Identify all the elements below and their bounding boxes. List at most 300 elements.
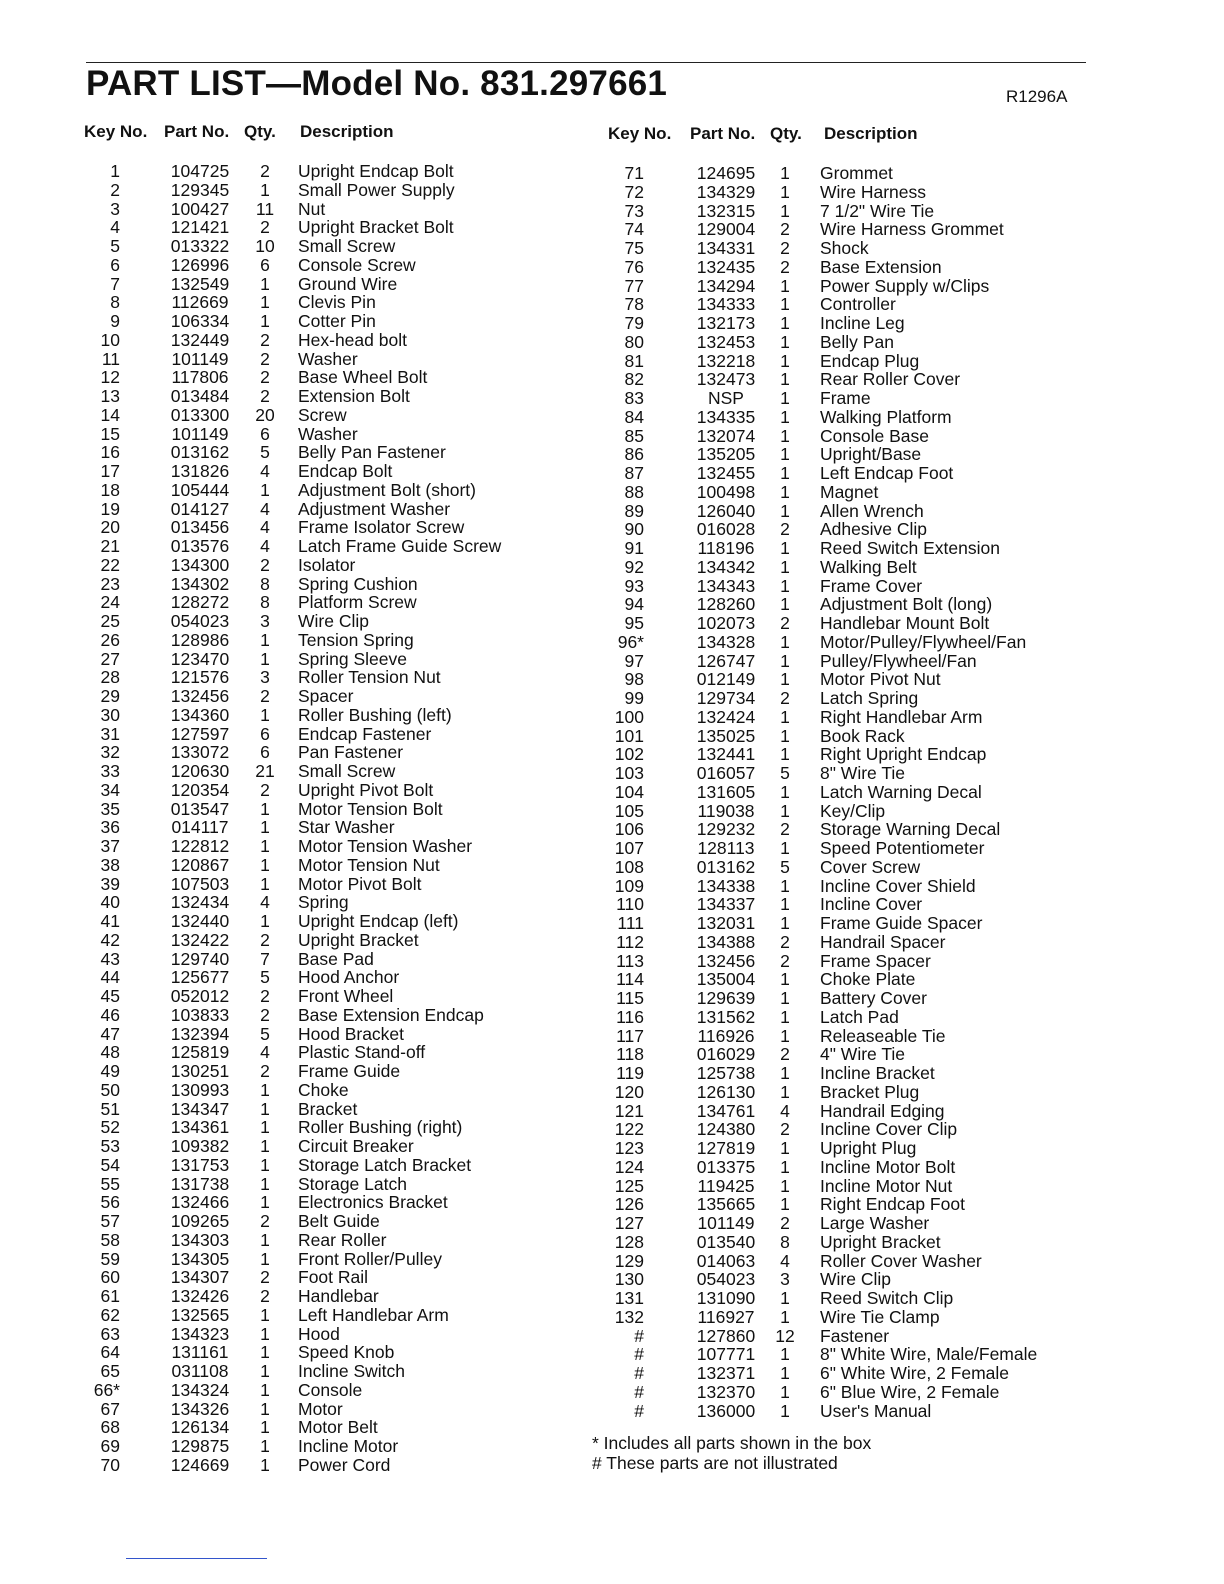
key-no-cell: 79 bbox=[624, 313, 644, 333]
description-cell: Motor Tension Nut bbox=[298, 854, 440, 875]
description-cell: Belly Pan bbox=[820, 331, 894, 352]
part-no-cell: 012149 bbox=[696, 669, 756, 690]
qty-cell: 1 bbox=[260, 479, 270, 500]
qty-cell: 1 bbox=[780, 425, 790, 446]
qty-cell: 1 bbox=[260, 1454, 270, 1475]
description-cell: Endcap Fastener bbox=[298, 723, 432, 744]
key-no-cell: 12 bbox=[100, 367, 120, 388]
qty-cell: 1 bbox=[780, 800, 790, 821]
part-no-cell: 125738 bbox=[696, 1063, 756, 1083]
key-no-cell: 76 bbox=[624, 256, 644, 277]
part-no-cell: 120867 bbox=[170, 854, 230, 875]
qty-cell: 6 bbox=[260, 742, 270, 763]
part-no-cell: 120630 bbox=[170, 761, 230, 781]
top-rule bbox=[86, 62, 1086, 63]
description-cell: Latch Warning Decal bbox=[820, 781, 982, 802]
qty-cell: 1 bbox=[260, 1229, 270, 1250]
key-no-cell: 61 bbox=[100, 1286, 120, 1306]
key-no-cell: 47 bbox=[100, 1023, 120, 1044]
part-no-cell: 013162 bbox=[170, 442, 230, 463]
description-cell: Electronics Bracket bbox=[298, 1192, 448, 1213]
parts-table-right bbox=[608, 124, 1108, 1424]
part-no-cell: 013540 bbox=[696, 1231, 756, 1252]
qty-cell: 1 bbox=[260, 854, 270, 875]
qty-cell: 2 bbox=[260, 779, 270, 800]
description-cell: Left Handlebar Arm bbox=[298, 1304, 449, 1325]
key-no-cell: 78 bbox=[624, 294, 644, 315]
key-no-cell: 94 bbox=[624, 594, 644, 615]
description-cell: Belly Pan Fastener bbox=[298, 442, 446, 463]
qty-cell: 5 bbox=[780, 763, 790, 783]
part-no-cell: 122812 bbox=[170, 836, 230, 856]
part-no-cell: 134347 bbox=[170, 1098, 230, 1119]
description-cell: Right Endcap Foot bbox=[820, 1194, 965, 1215]
key-no-cell: 52 bbox=[100, 1117, 120, 1138]
key-no-cell: 123 bbox=[614, 1138, 644, 1158]
description-cell: Allen Wrench bbox=[820, 500, 924, 521]
part-no-cell: 132394 bbox=[170, 1023, 230, 1044]
description-cell: Roller Cover Washer bbox=[820, 1250, 982, 1271]
key-no-cell: 32 bbox=[100, 742, 120, 763]
page-title: PART LIST—Model No. 831.297661 bbox=[86, 64, 668, 103]
key-no-cell: 97 bbox=[624, 650, 644, 671]
description-cell: Right Handlebar Arm bbox=[820, 706, 983, 727]
qty-cell: 5 bbox=[260, 1023, 270, 1044]
qty-cell: 1 bbox=[780, 481, 790, 502]
key-no-cell: # bbox=[634, 1381, 644, 1402]
header-key-no: Key No. bbox=[84, 122, 148, 141]
description-cell: 8" White Wire, Male/Female bbox=[820, 1344, 1038, 1365]
key-no-cell: 21 bbox=[100, 536, 120, 556]
part-no-cell: 134761 bbox=[696, 1100, 756, 1121]
part-no-cell: 129345 bbox=[170, 179, 230, 200]
part-no-cell: 132456 bbox=[170, 686, 230, 706]
part-no-cell: 016057 bbox=[696, 763, 756, 783]
description-cell: Base Wheel Bolt bbox=[298, 367, 428, 388]
qty-cell: 1 bbox=[260, 273, 270, 294]
qty-cell: 1 bbox=[780, 575, 790, 596]
description-cell: Frame Spacer bbox=[820, 950, 931, 971]
description-cell: User's Manual bbox=[820, 1400, 932, 1421]
qty-cell: 1 bbox=[780, 294, 790, 315]
description-cell: Wire Tie Clamp bbox=[820, 1306, 940, 1327]
description-cell: Frame Guide Spacer bbox=[820, 913, 983, 933]
part-no-cell: 131753 bbox=[170, 1154, 230, 1175]
part-no-cell: 129875 bbox=[170, 1436, 230, 1456]
description-cell: Tension Spring bbox=[298, 629, 414, 650]
key-no-cell: 111 bbox=[617, 913, 644, 933]
qty-cell: 2 bbox=[780, 1119, 790, 1140]
description-cell: Key/Clip bbox=[820, 800, 886, 821]
part-no-cell: 119425 bbox=[697, 1175, 755, 1196]
part-no-cell: 119038 bbox=[697, 800, 755, 821]
key-no-cell: 112 bbox=[616, 931, 644, 952]
key-no-cell: 69 bbox=[100, 1436, 120, 1456]
header-description-right: Description bbox=[824, 124, 918, 143]
qty-cell: 4 bbox=[260, 892, 270, 913]
qty-cell: 1 bbox=[780, 650, 790, 671]
part-no-cell: 126040 bbox=[696, 500, 756, 521]
qty-cell: 1 bbox=[780, 1063, 790, 1083]
description-cell: Upright Endcap Bolt bbox=[298, 161, 454, 181]
key-no-cell: 57 bbox=[100, 1211, 120, 1231]
qty-cell: 2 bbox=[780, 1044, 790, 1065]
key-no-cell: 5 bbox=[110, 236, 120, 256]
qty-cell: 1 bbox=[780, 1025, 790, 1046]
description-cell: Motor Belt bbox=[298, 1417, 378, 1438]
key-no-cell: 9 bbox=[110, 311, 120, 331]
description-cell: Frame Cover bbox=[820, 575, 923, 596]
qty-cell: 1 bbox=[780, 538, 790, 558]
part-no-cell: 052012 bbox=[170, 986, 230, 1006]
description-cell: Incline Cover bbox=[820, 894, 923, 915]
key-no-cell: 113 bbox=[616, 950, 644, 971]
qty-cell: 2 bbox=[780, 931, 790, 952]
qty-cell: 1 bbox=[260, 1398, 270, 1419]
footnote-asterisk: * Includes all parts shown in the box bbox=[592, 1433, 872, 1453]
part-no-cell: 118196 bbox=[697, 538, 755, 558]
key-no-cell: 27 bbox=[100, 648, 120, 669]
description-cell: Cotter Pin bbox=[298, 311, 376, 331]
qty-cell: 4 bbox=[780, 1100, 790, 1121]
key-no-cell: 17 bbox=[100, 461, 120, 481]
part-no-cell: 134326 bbox=[170, 1398, 230, 1419]
description-cell: Small Screw bbox=[298, 761, 396, 781]
part-no-cell: 136000 bbox=[696, 1400, 756, 1421]
key-no-cell: 107 bbox=[614, 838, 644, 858]
qty-cell: 20 bbox=[255, 404, 275, 425]
description-cell: Incline Motor Nut bbox=[820, 1175, 953, 1196]
key-no-cell: 81 bbox=[624, 350, 644, 371]
part-no-cell: 132424 bbox=[696, 706, 756, 727]
description-cell: Wire Clip bbox=[298, 611, 369, 631]
qty-cell: 1 bbox=[780, 350, 790, 371]
part-no-cell: 134337 bbox=[696, 894, 756, 915]
qty-cell: 1 bbox=[260, 1342, 270, 1363]
key-no-cell: 11 bbox=[101, 348, 120, 369]
description-cell: Base Pad bbox=[298, 948, 374, 969]
qty-cell: 2 bbox=[260, 929, 270, 950]
description-cell: Upright/Base bbox=[820, 444, 922, 465]
description-cell: Washer bbox=[298, 423, 358, 444]
part-no-cell: 131161 bbox=[171, 1342, 229, 1363]
key-no-cell: 62 bbox=[100, 1304, 120, 1325]
key-no-cell: 105 bbox=[614, 800, 644, 821]
key-no-cell: 50 bbox=[100, 1079, 120, 1100]
qty-cell: 2 bbox=[260, 386, 270, 406]
part-no-cell: 014117 bbox=[171, 817, 229, 838]
description-cell: Rear Roller bbox=[298, 1229, 387, 1250]
qty-cell: 2 bbox=[260, 348, 270, 369]
description-cell: Storage Warning Decal bbox=[820, 819, 1001, 840]
part-no-cell: 013300 bbox=[170, 404, 230, 425]
description-cell: Reed Switch Clip bbox=[820, 1288, 954, 1308]
part-no-cell: 101149 bbox=[171, 348, 229, 369]
description-cell: Foot Rail bbox=[298, 1267, 369, 1288]
description-cell: Hex-head bolt bbox=[298, 329, 407, 350]
qty-cell: 2 bbox=[260, 986, 270, 1006]
description-cell: Handrail Edging bbox=[820, 1100, 945, 1121]
qty-cell: 1 bbox=[780, 163, 790, 183]
key-no-cell: 14 bbox=[100, 404, 120, 425]
description-cell: Incline Cover Clip bbox=[820, 1119, 958, 1140]
qty-cell: 1 bbox=[780, 275, 790, 296]
part-no-cell: 102073 bbox=[696, 613, 756, 633]
qty-cell: 8 bbox=[260, 592, 270, 613]
key-no-cell: 48 bbox=[100, 1042, 120, 1063]
key-no-cell: 33 bbox=[100, 761, 120, 781]
description-cell: Hood bbox=[298, 1323, 340, 1344]
part-no-cell: 101149 bbox=[697, 1213, 755, 1233]
description-cell: Wire Harness Grommet bbox=[820, 219, 1004, 240]
qty-cell: 1 bbox=[780, 669, 790, 690]
description-cell: Washer bbox=[298, 348, 358, 369]
part-no-cell: 132440 bbox=[170, 911, 230, 931]
part-no-cell: 126134 bbox=[170, 1417, 230, 1438]
part-no-cell: 109382 bbox=[170, 1136, 230, 1156]
part-no-cell: 130993 bbox=[170, 1079, 230, 1100]
description-cell: Walking Platform bbox=[820, 406, 952, 427]
qty-cell: 6 bbox=[260, 723, 270, 744]
description-cell: Hood Anchor bbox=[298, 967, 400, 988]
key-no-cell: 98 bbox=[624, 669, 644, 690]
description-cell: Front Wheel bbox=[298, 986, 394, 1006]
header-part-no-right: Part No. bbox=[690, 124, 756, 143]
part-no-cell: 133072 bbox=[170, 742, 230, 763]
part-no-cell: 013375 bbox=[696, 1156, 756, 1177]
part-no-cell: 132456 bbox=[696, 950, 756, 971]
part-no-cell: 127819 bbox=[696, 1138, 756, 1158]
part-no-cell: 134333 bbox=[696, 294, 756, 315]
header-key-no-right: Key No. bbox=[608, 124, 672, 143]
key-no-cell: 121 bbox=[614, 1100, 644, 1121]
part-no-cell: 129740 bbox=[170, 948, 230, 969]
qty-cell: 1 bbox=[780, 631, 790, 652]
qty-cell: 1 bbox=[780, 369, 790, 390]
part-no-cell: 016028 bbox=[696, 519, 756, 540]
description-cell: Latch Spring bbox=[820, 688, 919, 708]
qty-cell: 1 bbox=[260, 1417, 270, 1438]
key-no-cell: # bbox=[634, 1363, 644, 1383]
description-cell: Storage Latch bbox=[298, 1173, 407, 1194]
header-qty-right: Qty. bbox=[770, 124, 802, 143]
part-no-cell: 128260 bbox=[696, 594, 756, 615]
part-no-cell: 116927 bbox=[697, 1306, 755, 1327]
part-no-cell: 132173 bbox=[696, 313, 756, 333]
key-no-cell: 7 bbox=[110, 273, 120, 294]
description-cell: Platform Screw bbox=[298, 592, 417, 613]
qty-cell: 8 bbox=[260, 573, 270, 594]
qty-cell: 1 bbox=[780, 969, 790, 990]
qty-cell: 1 bbox=[260, 1136, 270, 1156]
document-code: R1296A bbox=[1006, 87, 1068, 106]
qty-cell: 1 bbox=[780, 1381, 790, 1402]
key-no-cell: 116 bbox=[616, 1006, 644, 1027]
part-no-cell: 134388 bbox=[696, 931, 756, 952]
qty-cell: 1 bbox=[780, 181, 790, 202]
key-no-cell: 35 bbox=[100, 798, 120, 819]
key-no-cell: 109 bbox=[614, 875, 644, 896]
description-cell: Left Endcap Foot bbox=[820, 463, 954, 483]
description-cell: Upright Pivot Bolt bbox=[298, 779, 434, 800]
key-no-cell: 56 bbox=[100, 1192, 120, 1213]
part-no-cell: 134329 bbox=[696, 181, 756, 202]
part-no-cell: 132441 bbox=[696, 744, 756, 765]
key-no-cell: 129 bbox=[614, 1250, 644, 1271]
key-no-cell: 132 bbox=[614, 1306, 644, 1327]
part-no-cell: 120354 bbox=[170, 779, 230, 800]
qty-cell: 11 bbox=[255, 198, 275, 219]
description-cell: Frame bbox=[820, 388, 871, 408]
key-no-cell: 73 bbox=[624, 200, 644, 221]
part-no-cell: 132449 bbox=[170, 329, 230, 350]
description-cell: Base Extension bbox=[820, 256, 942, 277]
part-no-cell: 013576 bbox=[170, 536, 230, 556]
key-no-cell: 23 bbox=[100, 573, 120, 594]
qty-cell: 5 bbox=[260, 967, 270, 988]
part-no-cell: 054023 bbox=[696, 1269, 756, 1290]
part-no-cell: 123470 bbox=[170, 648, 230, 669]
part-no-cell: 107771 bbox=[696, 1344, 756, 1365]
key-no-cell: 45 bbox=[100, 986, 120, 1006]
qty-cell: 1 bbox=[780, 744, 790, 765]
description-cell: Bracket bbox=[298, 1098, 358, 1119]
key-no-cell: 91 bbox=[624, 538, 644, 558]
key-no-cell: 36 bbox=[100, 817, 120, 838]
key-no-cell: 110 bbox=[616, 894, 644, 915]
part-no-cell: 121576 bbox=[170, 667, 230, 688]
part-no-cell: 013547 bbox=[170, 798, 230, 819]
qty-cell: 1 bbox=[260, 704, 270, 725]
qty-cell: 1 bbox=[780, 594, 790, 615]
description-cell: Pulley/Flywheel/Fan bbox=[820, 650, 977, 671]
key-no-cell: 102 bbox=[614, 744, 644, 765]
parts-table-left bbox=[84, 122, 564, 1482]
part-no-cell: 129734 bbox=[696, 688, 756, 708]
description-cell: Belt Guide bbox=[298, 1211, 380, 1231]
description-cell: Cover Screw bbox=[820, 856, 921, 877]
qty-cell: 1 bbox=[780, 200, 790, 221]
key-no-cell: 126 bbox=[614, 1194, 644, 1215]
part-no-cell: 132371 bbox=[696, 1363, 756, 1383]
description-cell: Speed Potentiometer bbox=[820, 838, 985, 858]
description-cell: Choke bbox=[298, 1079, 349, 1100]
key-no-cell: 49 bbox=[100, 1061, 120, 1081]
key-no-cell: 95 bbox=[624, 613, 644, 633]
qty-cell: 4 bbox=[260, 461, 270, 481]
part-no-cell: 134331 bbox=[696, 238, 756, 258]
description-cell: Rear Roller Cover bbox=[820, 369, 961, 390]
qty-cell: 5 bbox=[260, 442, 270, 463]
part-no-cell: 100498 bbox=[696, 481, 756, 502]
key-no-cell: # bbox=[634, 1400, 644, 1421]
part-no-cell: 128272 bbox=[170, 592, 230, 613]
key-no-cell: 64 bbox=[100, 1342, 120, 1363]
description-cell: Isolator bbox=[298, 554, 356, 575]
description-cell: Walking Belt bbox=[820, 556, 917, 577]
key-no-cell: # bbox=[634, 1344, 644, 1365]
qty-cell: 1 bbox=[260, 179, 270, 200]
part-no-cell: 013322 bbox=[170, 236, 230, 256]
description-cell: Power Supply w/Clips bbox=[820, 275, 990, 296]
qty-cell: 2 bbox=[260, 329, 270, 350]
description-cell: Plastic Stand-off bbox=[298, 1042, 426, 1063]
part-no-cell: 134323 bbox=[170, 1323, 230, 1344]
qty-cell: 1 bbox=[780, 1194, 790, 1215]
key-no-cell: 88 bbox=[624, 481, 644, 502]
footnote-hash: # These parts are not illustrated bbox=[592, 1452, 838, 1473]
description-cell: Extension Bolt bbox=[298, 386, 410, 406]
qty-cell: 3 bbox=[260, 611, 270, 631]
description-cell: Handlebar Mount Bolt bbox=[820, 613, 990, 633]
description-cell: Small Screw bbox=[298, 236, 396, 256]
description-cell: Ground Wire bbox=[298, 273, 398, 294]
description-cell: Upright Bracket bbox=[298, 929, 419, 950]
qty-cell: 1 bbox=[780, 875, 790, 896]
description-cell: Large Washer bbox=[820, 1213, 930, 1233]
key-no-cell: 28 bbox=[100, 667, 120, 688]
key-no-cell: 75 bbox=[624, 238, 644, 258]
key-no-cell: 115 bbox=[616, 988, 644, 1008]
part-no-cell: 132370 bbox=[696, 1381, 756, 1402]
qty-cell: 4 bbox=[780, 1250, 790, 1271]
key-no-cell: 26 bbox=[100, 629, 120, 650]
description-cell: Clevis Pin bbox=[298, 292, 376, 313]
description-cell: Front Roller/Pulley bbox=[298, 1248, 442, 1269]
part-no-cell: 125677 bbox=[170, 967, 230, 988]
description-cell: Motor bbox=[298, 1398, 343, 1419]
header-description: Description bbox=[300, 122, 394, 141]
part-no-cell: 132455 bbox=[696, 463, 756, 483]
description-cell: Magnet bbox=[820, 481, 879, 502]
description-cell: Fastener bbox=[820, 1325, 890, 1346]
description-cell: Screw bbox=[298, 404, 347, 425]
key-no-cell: 4 bbox=[110, 217, 120, 238]
part-no-cell: 128113 bbox=[697, 838, 755, 858]
qty-cell: 1 bbox=[260, 1379, 270, 1400]
qty-cell: 1 bbox=[260, 1154, 270, 1175]
part-no-cell: 134305 bbox=[170, 1248, 230, 1269]
qty-cell: 2 bbox=[260, 1211, 270, 1231]
key-no-cell: 42 bbox=[100, 929, 120, 950]
part-no-cell: 014127 bbox=[170, 498, 230, 519]
part-no-cell: 134335 bbox=[696, 406, 756, 427]
part-no-cell: 105444 bbox=[170, 479, 230, 500]
qty-cell: 2 bbox=[260, 686, 270, 706]
qty-cell: 2 bbox=[260, 1286, 270, 1306]
key-no-cell: 128 bbox=[614, 1231, 644, 1252]
qty-cell: 2 bbox=[260, 161, 270, 181]
key-no-cell: 41 bbox=[100, 911, 120, 931]
description-cell: Adhesive Clip bbox=[820, 519, 927, 540]
part-no-cell: 054023 bbox=[170, 611, 230, 631]
description-cell: Incline Motor bbox=[298, 1436, 399, 1456]
key-no-cell: 25 bbox=[100, 611, 120, 631]
key-no-cell: 39 bbox=[100, 873, 120, 894]
key-no-cell: 90 bbox=[624, 519, 644, 540]
qty-cell: 1 bbox=[260, 311, 270, 331]
part-no-cell: 131826 bbox=[170, 461, 230, 481]
qty-cell: 1 bbox=[260, 1304, 270, 1325]
description-cell: Choke Plate bbox=[820, 969, 916, 990]
part-no-cell: 134360 bbox=[170, 704, 230, 725]
key-no-cell: 55 bbox=[100, 1173, 120, 1194]
key-no-cell: 66* bbox=[93, 1379, 120, 1400]
qty-cell: 1 bbox=[780, 500, 790, 521]
qty-cell: 2 bbox=[260, 217, 270, 238]
key-no-cell: 8 bbox=[110, 292, 120, 313]
key-no-cell: 24 bbox=[100, 592, 120, 613]
